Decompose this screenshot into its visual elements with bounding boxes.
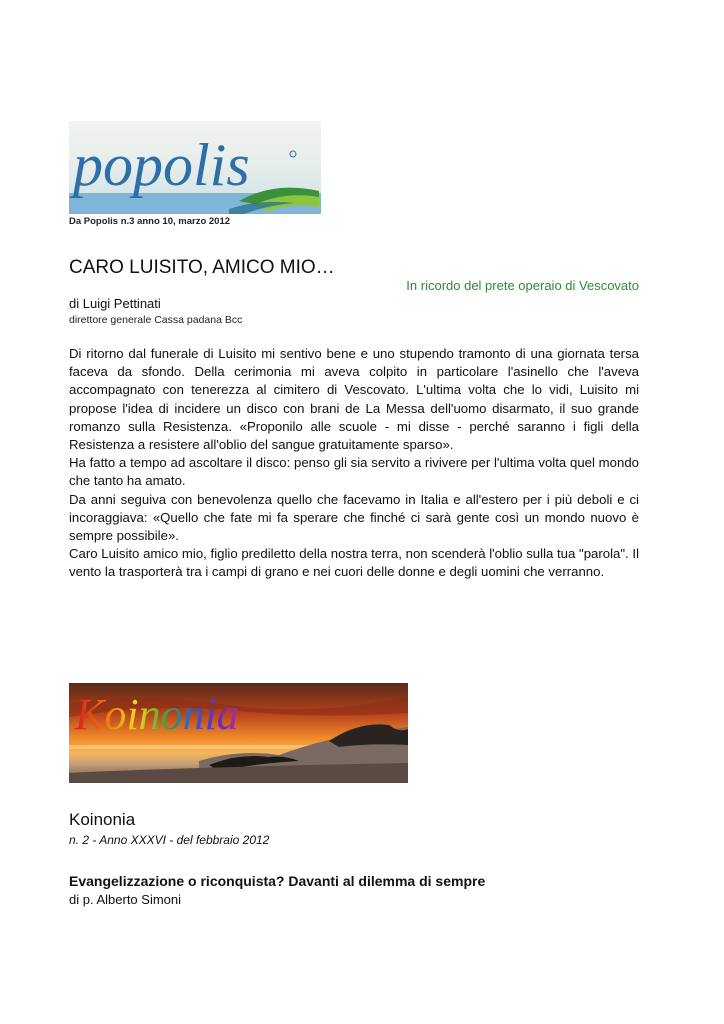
article-title: CARO LUISITO, AMICO MIO… xyxy=(69,257,335,278)
koinonia-article-title: Evangelizzazione o riconquista? Davanti al dilemma di sempre xyxy=(69,873,486,889)
author-role: direttore generale Cassa padana Bcc xyxy=(69,314,243,326)
article-body xyxy=(69,345,639,582)
koinonia-banner-text: Koinonia xyxy=(75,690,239,739)
koinonia-article-author: di p. Alberto Simoni xyxy=(69,892,182,907)
article-paragraph: Ha fatto a tempo ad ascoltare il disco: penso gli sia servito a rivivere per l'ultima volta quel mondo che tanto ha amato. xyxy=(69,455,639,489)
koinonia-banner xyxy=(69,683,408,783)
koinonia-issue: n. 2 - Anno XXXVI - del febbraio 2012 xyxy=(69,833,270,847)
popolis-logo-text: popolis xyxy=(73,132,250,198)
article-paragraph: Di ritorno dal funerale di Luisito mi sentivo bene e uno stupendo tramonto di una giornata tersa faceva da sfondo. Della cerimonia mi aveva colpito in particolare l'asinello che l'aveva accompagnato con tenerezza al cimitero di Vescovato. L'ultima volta che lo vidi, Luisito mi propose l'idea di incidere un disco con brani de La Messa dell'uomo disarmato, il suo grande romanzo sulla Resistenza. «Proponilo alle scuole - mi disse - perché saranno i figli della Resistenza a resistere all'oblio del sangue gratuitamente sparso». xyxy=(69,346,639,453)
source-line: Da Popolis n.3 anno 10, marzo 2012 xyxy=(69,216,231,227)
koinonia-title: Koinonia xyxy=(69,810,136,829)
article-author: di Luigi Pettinati xyxy=(69,296,161,311)
article-paragraph: Caro Luisito amico mio, figlio prediletto della nostra terra, non scenderà l'oblio sulla tua "parola". Il vento la trasporterà tra i campi di grano e nei cuori delle donne e degli uomini che verranno. xyxy=(69,546,639,580)
article-paragraph: Da anni seguiva con benevolenza quello che facevamo in Italia e all'estero per i più deboli e ci incoraggiava: «Quello che fate mi fa sperare che finché ci sarà gente così un mondo nuovo è sempre possibile». xyxy=(69,491,639,544)
popolis-logo xyxy=(69,121,321,214)
article-subtitle: In ricordo del prete operaio di Vescovato xyxy=(406,278,639,293)
